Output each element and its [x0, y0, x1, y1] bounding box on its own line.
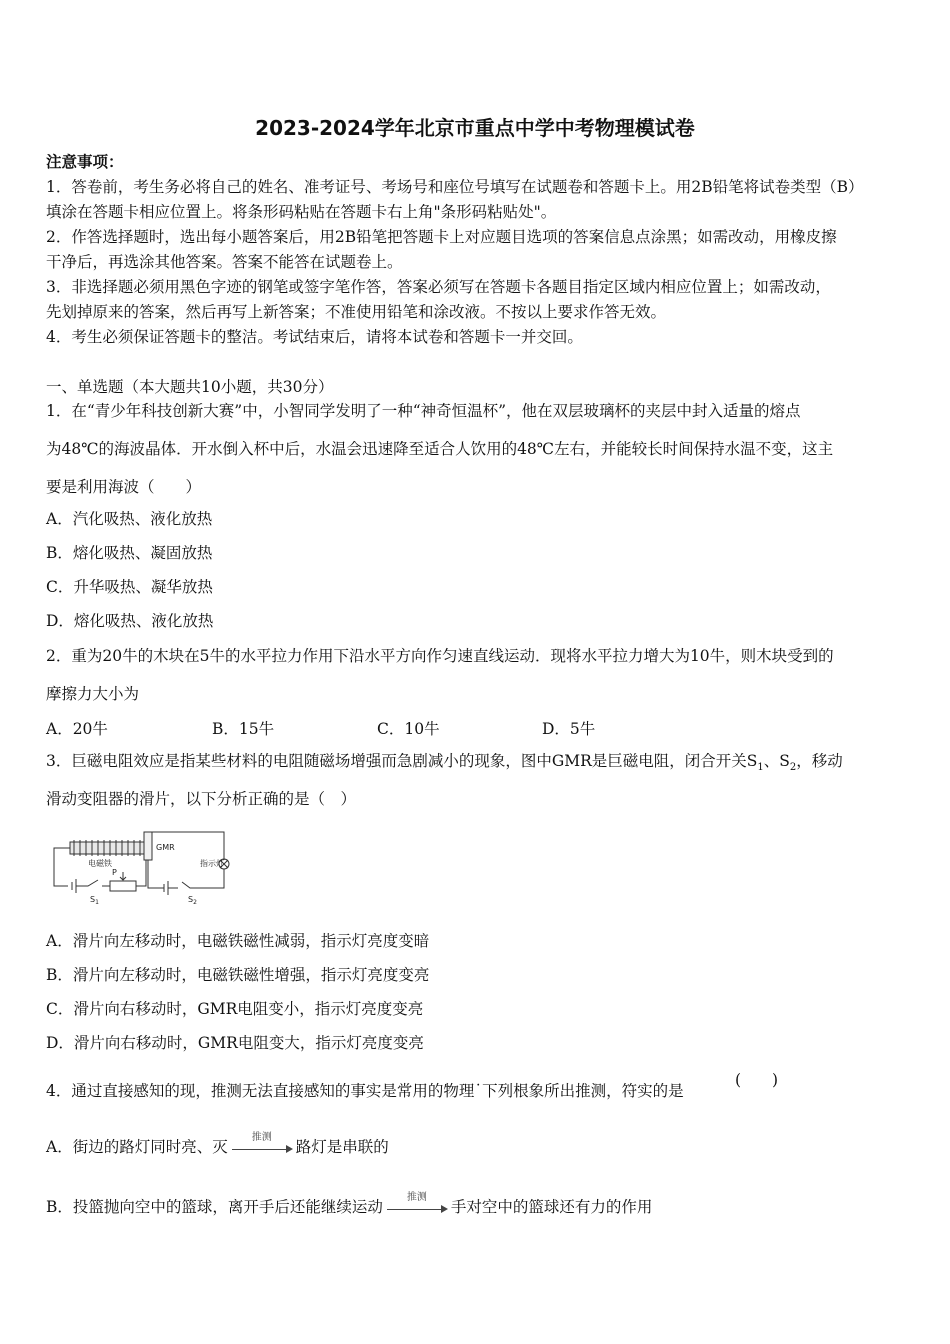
gmr-label: GMR [156, 843, 175, 852]
notice-line: 先划掉原来的答案，然后再写上新答案；不准使用铅笔和涂改液。不按以上要求作答无效。 [46, 303, 667, 321]
question-3-option-c: C．滑片向右移动时，GMR电阻变小，指示灯亮度变亮 [46, 1000, 424, 1018]
switch-s2-label: $S_2$ [188, 895, 197, 906]
question-1-option-b: B．熔化吸热、凝固放热 [46, 544, 213, 562]
question-1-option-c: C．升华吸热、凝华放热 [46, 578, 213, 596]
question-1-option-a: A．汽化吸热、液化放热 [46, 510, 213, 528]
section-heading: 一、单选题（本大题共10小题，共30分） [46, 378, 334, 396]
notice-line: 干净后，再选涂其他答案。答案不能答在试题卷上。 [46, 253, 403, 271]
question-1-text: 要是利用海波（ ） [46, 478, 202, 496]
question-2-option-b: B．15牛 [212, 720, 275, 738]
lamp-label: 指示灯 [200, 859, 224, 868]
question-2-option-a: A．20牛 [46, 720, 108, 738]
question-1-text: 为48℃的海波晶体．开水倒入杯中后，水温会迅速降至适合人饮用的48℃左右，并能较长时间保持水温不变，这主 [46, 440, 834, 458]
notice-line: 1．答卷前，考生务必将自己的姓名、准考证号、考场号和座位号填写在试题卷和答题卡上。用2B铅笔将试卷类型（B） [46, 178, 864, 196]
question-1-text: 1．在“青少年科技创新大赛”中，小智同学发明了一种“神奇恒温杯”，他在双层玻璃杯的夹层中封入适量的熔点 [46, 402, 801, 420]
question-4-text: 4．通过直接感知的现，推测无法直接感知的事实是常用的物理˙下列根象所出推测，符实的是 [46, 1082, 684, 1100]
page-title: 2023-2024学年北京市重点中学中考物理模试卷 [255, 116, 695, 140]
question-2-option-c: C．10牛 [377, 720, 440, 738]
electromagnet-label: 电磁铁 [88, 859, 112, 868]
switch-s1-label: $S_1$ [90, 895, 99, 906]
notice-line: 4．考生必须保证答题卡的整洁。考试结束后，请将本试卷和答题卡一并交回。 [46, 328, 583, 346]
notice-line: 填涂在答题卡相应位置上。将条形码粘贴在答题卡右上角"条形码粘贴处"。 [46, 203, 557, 221]
gmr-circuit-diagram [48, 826, 258, 908]
question-3-option-a: A．滑片向左移动时，电磁铁磁性减弱，指示灯亮度变暗 [46, 932, 430, 950]
question-4-paren: ( ) [735, 1071, 779, 1089]
question-2-text: 2．重为20牛的木块在5牛的水平拉力作用下沿水平方向作匀速直线运动．现将水平拉力增大为10牛，则木块受到的 [46, 647, 834, 665]
notice-line: 3．非选择题必须用黑色字迹的钢笔或签字笔作答，答案必须写在答题卡各题目指定区域内相应位置上；如需改动， [46, 278, 831, 296]
question-3-text: 3．巨磁电阻效应是指某些材料的电阻随磁场增强而急剧减小的现象，图中GMR是巨磁电阻，闭合开关$S_1$、$S_2$，移动 [46, 752, 843, 774]
slider-label: P [112, 868, 117, 877]
question-3-text: 滑动变阻器的滑片，以下分析正确的是（ ） [46, 790, 357, 808]
infer-arrow-icon: 推测 [232, 1138, 292, 1158]
question-2-option-d: D．5牛 [542, 720, 596, 738]
question-2-text: 摩擦力大小为 [46, 685, 140, 703]
infer-arrow-icon: 推测 [387, 1198, 447, 1218]
notice-line: 2．作答选择题时，选出每小题答案后，用2B铅笔把答题卡上对应题目选项的答案信息点涂黑；如需改动，用橡皮擦 [46, 228, 837, 246]
notice-heading: 注意事项： [46, 152, 124, 171]
question-4-option-a: A．街边的路灯同时亮、灭 推测 路灯是串联的 [46, 1132, 389, 1156]
question-3-option-d: D．滑片向右移动时，GMR电阻变大，指示灯亮度变亮 [46, 1034, 424, 1052]
question-1-option-d: D．熔化吸热、液化放热 [46, 612, 214, 630]
question-4-option-b: B．投篮抛向空中的篮球，离开手后还能继续运动 推测 手对空中的篮球还有力的作用 [46, 1192, 653, 1216]
question-3-option-b: B．滑片向左移动时，电磁铁磁性增强，指示灯亮度变亮 [46, 966, 430, 984]
